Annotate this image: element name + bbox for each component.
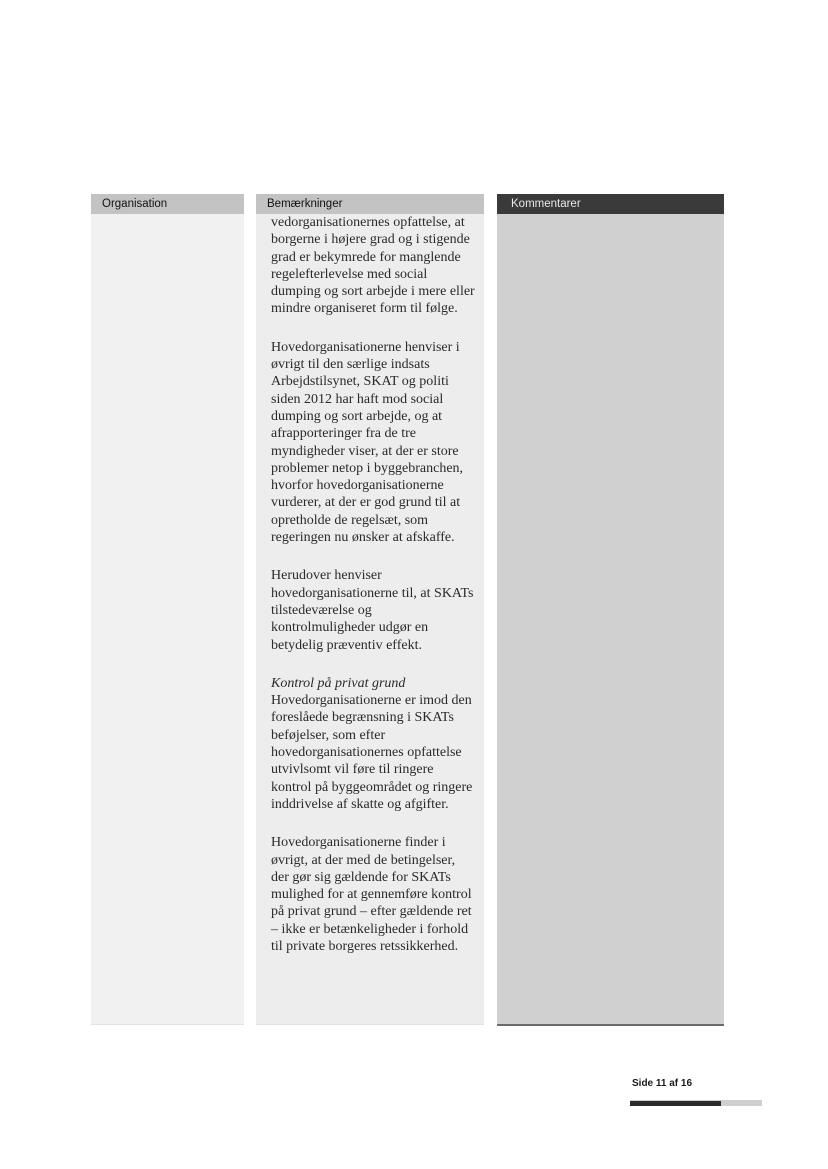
remark-paragraph-text: Hovedorganisationerne henviser i øvrigt til den særlige indsats Arbejdstilsynet, SKAT og politi siden 2012 har haft mod social dumping og sort arbejde, og at afrapporteringer fra de tre myndigheder viser, at der er store problemer netop i byggebranchen, hvorfor hovedorganisationerne vurderer, at der er god grund til at opretholde de regelsæt, som regeringen nu ønsker at afskaffe. bbox=[271, 339, 464, 546]
remark-paragraph-text: Herudover henviser hovedorganisationerne til, at SKATs tilstedeværelse og kontrolmuligheder udgør en betydelig præventiv effekt. bbox=[271, 568, 474, 653]
kommentarer-header: Kommentarer bbox=[497, 194, 724, 214]
column-divider bbox=[497, 1024, 724, 1026]
remark-paragraph-text: Hovedorganisationerne er imod den foreslåede begrænsning i SKATs beføjelser, som efter hovedorganisationernes opfattelse utvivlsomt vil føre til ringere kontrol på byggeområdet og ringere inddrivelse af skatte og afgifter. bbox=[271, 693, 473, 812]
column-divider bbox=[91, 1024, 244, 1025]
remark-paragraph bbox=[271, 567, 476, 653]
page-number-label: Side 11 af 16 bbox=[632, 1078, 693, 1089]
bemaerkninger-text bbox=[271, 214, 476, 976]
remark-paragraph-text: Hovedorganisationerne finder i øvrigt, at der med de betingelser, der gør sig gældende for SKATs mulighed for at gennemføre kontrol på privat grund – efter gældende ret – ikke er betænkeligheder i forhold til private borgeres retssikkerhed. bbox=[271, 835, 472, 954]
organisation-header: Organisation bbox=[91, 194, 244, 214]
page-progress-fill bbox=[630, 1101, 721, 1106]
remark-paragraph bbox=[271, 339, 476, 547]
page-progress-bar bbox=[630, 1100, 762, 1106]
remark-paragraph bbox=[271, 214, 476, 318]
organisation-column bbox=[91, 194, 244, 1024]
bemaerkninger-header: Bemærkninger bbox=[256, 194, 484, 214]
remark-paragraph-text: vedorganisationernes opfattelse, at borgerne i højere grad og i stigende grad er bekymrede for manglende regelefterlevelse med social dumping og sort arbejde i mere eller mindre organiseret form til følge. bbox=[271, 215, 475, 317]
section-heading: Kontrol på privat grund bbox=[271, 675, 406, 691]
remark-paragraph bbox=[271, 834, 476, 955]
kommentarer-column bbox=[497, 194, 724, 1024]
bemaerkninger-column bbox=[256, 194, 484, 1024]
column-divider bbox=[256, 1024, 484, 1025]
remark-paragraph bbox=[271, 675, 476, 813]
